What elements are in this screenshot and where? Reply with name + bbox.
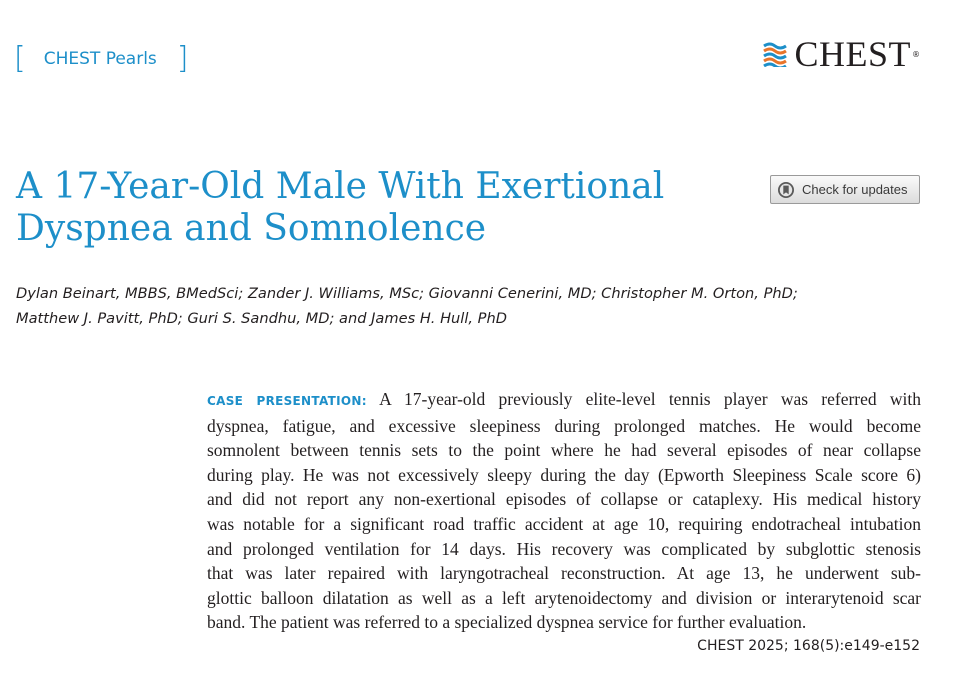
author-line: Matthew J. Pavitt, PhD; Guri S. Sandhu, MD; and James H. Hull, PhD <box>16 310 507 327</box>
abstract-line: somnolent between tennis sets to the point where he had several episodes of near collapse <box>207 440 921 461</box>
abstract-line: during play. He was not excessively sleepy during the day (Epworth Sleepiness Scale score 6) <box>207 464 921 485</box>
abstract-line: that was later repaired with laryngotracheal reconstruction. At age 13, he underwent sub- <box>207 563 921 584</box>
open-bracket: [ <box>14 41 26 76</box>
abstract-heading: CASE PRESENTATION: <box>207 394 367 408</box>
logo-registered-mark: ® <box>912 49 920 59</box>
abstract-line-text: A 17-year-old previously elite-level tennis player was referred with <box>379 389 921 409</box>
author-list <box>16 281 916 331</box>
bookmark-circle-icon <box>777 181 795 199</box>
check-for-updates-button[interactable] <box>770 175 920 204</box>
chest-logo[interactable] <box>762 36 920 72</box>
close-bracket: ] <box>176 41 189 76</box>
check-for-updates-label: Check for updates <box>802 182 908 197</box>
abstract <box>207 387 921 635</box>
citation: CHEST 2025; 168(5):e149-e152 <box>697 638 920 654</box>
chest-stripes-icon <box>762 41 788 67</box>
abstract-line: was notable for a significant road traffic accident at age 10, requiring endotracheal intubation <box>207 513 921 534</box>
abstract-line <box>207 387 921 414</box>
article-title: A 17-Year-Old Male With Exertional Dyspnea and Somnolence <box>16 166 665 249</box>
author-line: Dylan Beinart, MBBS, BMedSci; Zander J. Williams, MSc; Giovanni Cenerini, MD; Christopher M. Orton, PhD; <box>16 285 798 302</box>
abstract-line: band. The patient was referred to a specialized dyspnea service for further evaluation. <box>207 612 807 633</box>
abstract-line: dyspnea, fatigue, and excessive sleepiness during prolonged matches. He would become <box>207 415 921 436</box>
section-tag <box>14 42 189 76</box>
logo-text: CHEST <box>794 34 911 74</box>
abstract-line: and did not report any non-exertional episodes of collapse or cataplexy. His medical history <box>207 489 921 510</box>
section-label[interactable]: CHEST Pearls <box>43 49 157 69</box>
abstract-line: glottic balloon dilatation as well as a left arytenoidectomy and division or interarytenoid scar <box>207 587 921 608</box>
abstract-line: and prolonged ventilation for 14 days. His recovery was complicated by subglottic stenosis <box>207 538 921 559</box>
